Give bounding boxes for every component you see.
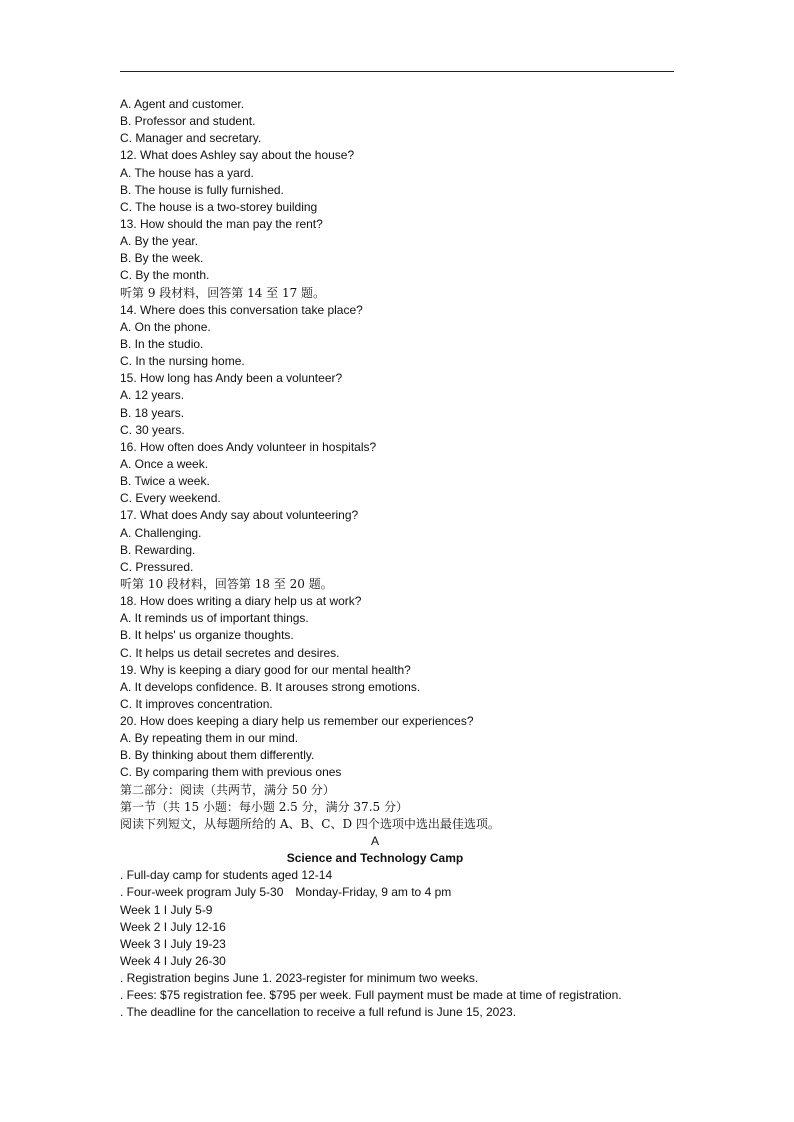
text-line: A. It develops confidence. B. It arouses strong emotions. [120, 679, 421, 694]
question-18: 18. How does writing a diary help us at work? [120, 594, 362, 609]
document-body [120, 96, 680, 1022]
text-line: A. It reminds us of important things. [120, 611, 309, 626]
section-9-instruction: 听第 9 段材料，回答第 14 至 17 题。 [120, 285, 326, 300]
program-dates: . Four-week program July 5-30 [120, 885, 284, 900]
text-line: A. By repeating them in our mind. [120, 731, 299, 746]
question-16: 16. How often does Andy volunteer in hospitals? [120, 439, 377, 454]
program-schedule: Monday-Friday, 9 am to 4 pm [295, 885, 452, 900]
text-line: C. Every weekend. [120, 491, 221, 506]
text-line: B. Professor and student. [120, 114, 256, 129]
text-line: C. In the nursing home. [120, 354, 245, 369]
header-rule [120, 71, 674, 72]
text-line: A. 12 years. [120, 388, 185, 403]
text-line: A. The house has a yard. [120, 165, 254, 180]
question-14: 14. Where does this conversation take place? [120, 302, 363, 317]
text-line: C. The house is a two-storey building [120, 199, 318, 214]
week-item: Week 3 I July 19-23 [120, 936, 226, 951]
text-line: C. Pressured. [120, 559, 194, 574]
question-17: 17. What does Andy say about volunteering? [120, 508, 359, 523]
question-15: 15. How long has Andy been a volunteer? [120, 371, 343, 386]
part-2-heading: 第二部分：阅读（共两节，满分 50 分） [120, 782, 335, 797]
text-line: B. 18 years. [120, 405, 185, 420]
question-19: 19. Why is keeping a diary good for our mental health? [120, 662, 411, 677]
week-item: Week 4 I July 26-30 [120, 954, 226, 969]
camp-bullet: . The deadline for the cancellation to receive a full refund is June 15, 2023. [120, 1005, 517, 1020]
week-item: Week 2 I July 12-16 [120, 919, 226, 934]
text-line: B. By thinking about them differently. [120, 748, 315, 763]
camp-bullet [120, 884, 680, 901]
camp-bullet: . Fees: $75 registration fee. $795 per week. Full payment must be made at time of registration. [120, 988, 622, 1003]
text-line: B. By the week. [120, 251, 204, 266]
text-line: B. Rewarding. [120, 542, 196, 557]
text-line: C. It improves concentration. [120, 696, 273, 711]
text-line: A. Agent and customer. [120, 97, 245, 111]
text-line: A. Challenging. [120, 525, 202, 540]
text-line: C. Manager and secretary. [120, 131, 262, 146]
text-line: A. On the phone. [120, 319, 211, 334]
question-12: 12. What does Ashley say about the house? [120, 148, 355, 163]
text-line: C. 30 years. [120, 422, 185, 437]
text-line: B. Twice a week. [120, 474, 210, 489]
passage-title: Science and Technology Camp [286, 851, 464, 866]
text-line: A. By the year. [120, 234, 199, 249]
listening-questions-11-13 [120, 96, 680, 285]
listening-questions-18-20 [120, 593, 680, 782]
text-line: C. By the month. [120, 268, 210, 283]
text-line: A. Once a week. [120, 456, 209, 471]
listening-questions-14-17 [120, 302, 680, 576]
text-line: C. By comparing them with previous ones [120, 765, 342, 780]
question-20: 20. How does keeping a diary help us remember our experiences? [120, 714, 474, 729]
text-line: B. The house is fully furnished. [120, 182, 284, 197]
text-line: B. In the studio. [120, 336, 204, 351]
camp-bullet: . Full-day camp for students aged 12-14 [120, 868, 333, 883]
camp-info [120, 867, 680, 1021]
text-line: C. It helps us detail secretes and desires. [120, 645, 340, 660]
passage-letter: A [370, 834, 379, 849]
section-1-heading: 第一节（共 15 小题：每小题 2.5 分，满分 37.5 分） [120, 799, 408, 814]
text-line: B. It helps' us organize thoughts. [120, 628, 294, 643]
reading-instruction: 阅读下列短文，从每题所给的 A、B、C、D 四个选项中选出最佳选项。 [120, 816, 500, 831]
week-item: Week 1 I July 5-9 [120, 902, 213, 917]
camp-bullet: . Registration begins June 1. 2023-register for minimum two weeks. [120, 971, 479, 986]
section-10-instruction: 听第 10 段材料，回答第 18 至 20 题。 [120, 576, 333, 591]
question-13: 13. How should the man pay the rent? [120, 216, 323, 231]
